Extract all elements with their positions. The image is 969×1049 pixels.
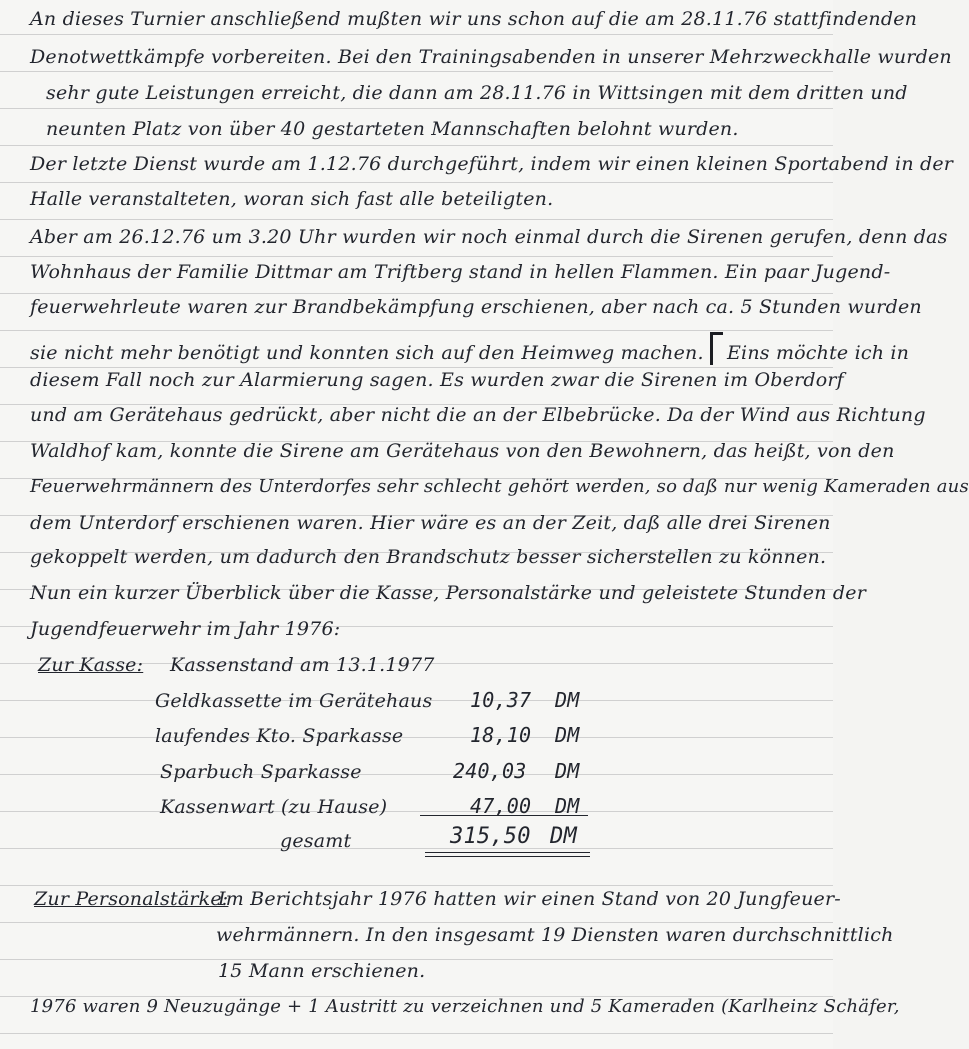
text-line: Aber am 26.12.76 um 3.20 Uhr wurden wir noch einmal durch die Sirenen gerufen, denn das (30, 226, 948, 248)
text-line: und am Gerätehaus gedrückt, aber nicht die an der Elbebrücke. Da der Wind aus Richtung (30, 404, 926, 426)
text-line: 15 Mann erschienen. (218, 960, 426, 982)
kasse-total-label: gesamt (280, 830, 352, 852)
text-line: dem Unterdorf erschienen waren. Hier wäre es an der Zeit, daß alle drei Sirenen (30, 512, 831, 534)
text-line: Waldhof kam, konnte die Sirene am Gerätehaus von den Bewohnern, das heißt, von den (30, 440, 895, 462)
kasse-item-unit: DM (555, 688, 580, 712)
kasse-item-unit: DM (555, 759, 580, 783)
kasse-item-name: Sparbuch Sparkasse (160, 761, 362, 783)
personal-heading: Zur Personalstärke: (34, 888, 229, 910)
kasse-item-name: Geldkassette im Gerätehaus (155, 690, 433, 712)
kasse-total-unit: DM (550, 824, 577, 849)
text-line (30, 332, 909, 365)
text-line: Halle veranstalteten, woran sich fast alle beteiligten. (30, 188, 554, 210)
text-line: Im Berichtsjahr 1976 hatten wir einen Stand von 20 Jungfeuer- (218, 888, 841, 910)
text-segment: sie nicht mehr benötigt und konnten sich auf den Heimweg machen. (30, 342, 704, 364)
total-double-line (425, 856, 590, 857)
text-line: feuerwehrleute waren zur Brandbekämpfung erschienen, aber nach ca. 5 Stunden wurden (30, 296, 922, 318)
total-double-line (425, 852, 590, 853)
text-line: Feuerwehrmännern des Unterdorfes sehr schlecht gehört werden, so daß nur wenig Kameraden aus (30, 476, 969, 497)
text-line: Jugendfeuerwehr im Jahr 1976: (30, 618, 341, 640)
kasse-item-unit: DM (555, 723, 580, 747)
kasse-item-amount: 240,03 (453, 759, 527, 783)
kasse-total-amount: 315,50 (450, 824, 531, 849)
insertion-mark (710, 332, 723, 365)
kasse-item-unit: DM (555, 794, 580, 818)
text-line: An dieses Turnier anschließend mußten wir uns schon auf die am 28.11.76 stattfindenden (30, 8, 918, 30)
text-line: Nun ein kurzer Überblick über die Kasse, Personalstärke und geleistete Stunden der (30, 582, 866, 604)
text-line: Der letzte Dienst wurde am 1.12.76 durchgeführt, indem wir einen kleinen Sportabend in der (30, 153, 954, 175)
text-line: gekoppelt werden, um dadurch den Brandschutz besser sicherstellen zu können. (30, 546, 827, 568)
text-segment: Eins möchte ich in (726, 342, 910, 364)
sum-line (420, 815, 588, 816)
text-line: wehrmännern. In den insgesamt 19 Diensten waren durchschnittlich (216, 924, 894, 946)
text-line: neunten Platz von über 40 gestarteten Mannschaften belohnt wurden. (46, 118, 739, 140)
kasse-heading: Zur Kasse: (38, 654, 144, 676)
kasse-item-amount: 18,10 (470, 723, 532, 747)
text-line: Denotwettkämpfe vorbereiten. Bei den Trainingsabenden in unserer Mehrzweckhalle wurden (30, 46, 952, 68)
text-line: 1976 waren 9 Neuzugänge + 1 Austritt zu verzeichnen und 5 Kameraden (Karlheinz Schäfer, (30, 996, 900, 1017)
text-line: diesem Fall noch zur Alarmierung sagen. Es wurden zwar die Sirenen im Oberdorf (30, 369, 844, 391)
kasse-item-amount: 47,00 (470, 794, 532, 818)
kasse-stand: Kassenstand am 13.1.1977 (170, 654, 435, 676)
kasse-item-name: Kassenwart (zu Hause) (160, 796, 388, 818)
text-line: Wohnhaus der Familie Dittmar am Triftberg stand in hellen Flammen. Ein paar Jugend- (30, 261, 891, 283)
kasse-item-name: laufendes Kto. Sparkasse (155, 725, 404, 747)
text-line: sehr gute Leistungen erreicht, die dann am 28.11.76 in Wittsingen mit dem dritten und (46, 82, 908, 104)
kasse-item-amount: 10,37 (470, 688, 532, 712)
